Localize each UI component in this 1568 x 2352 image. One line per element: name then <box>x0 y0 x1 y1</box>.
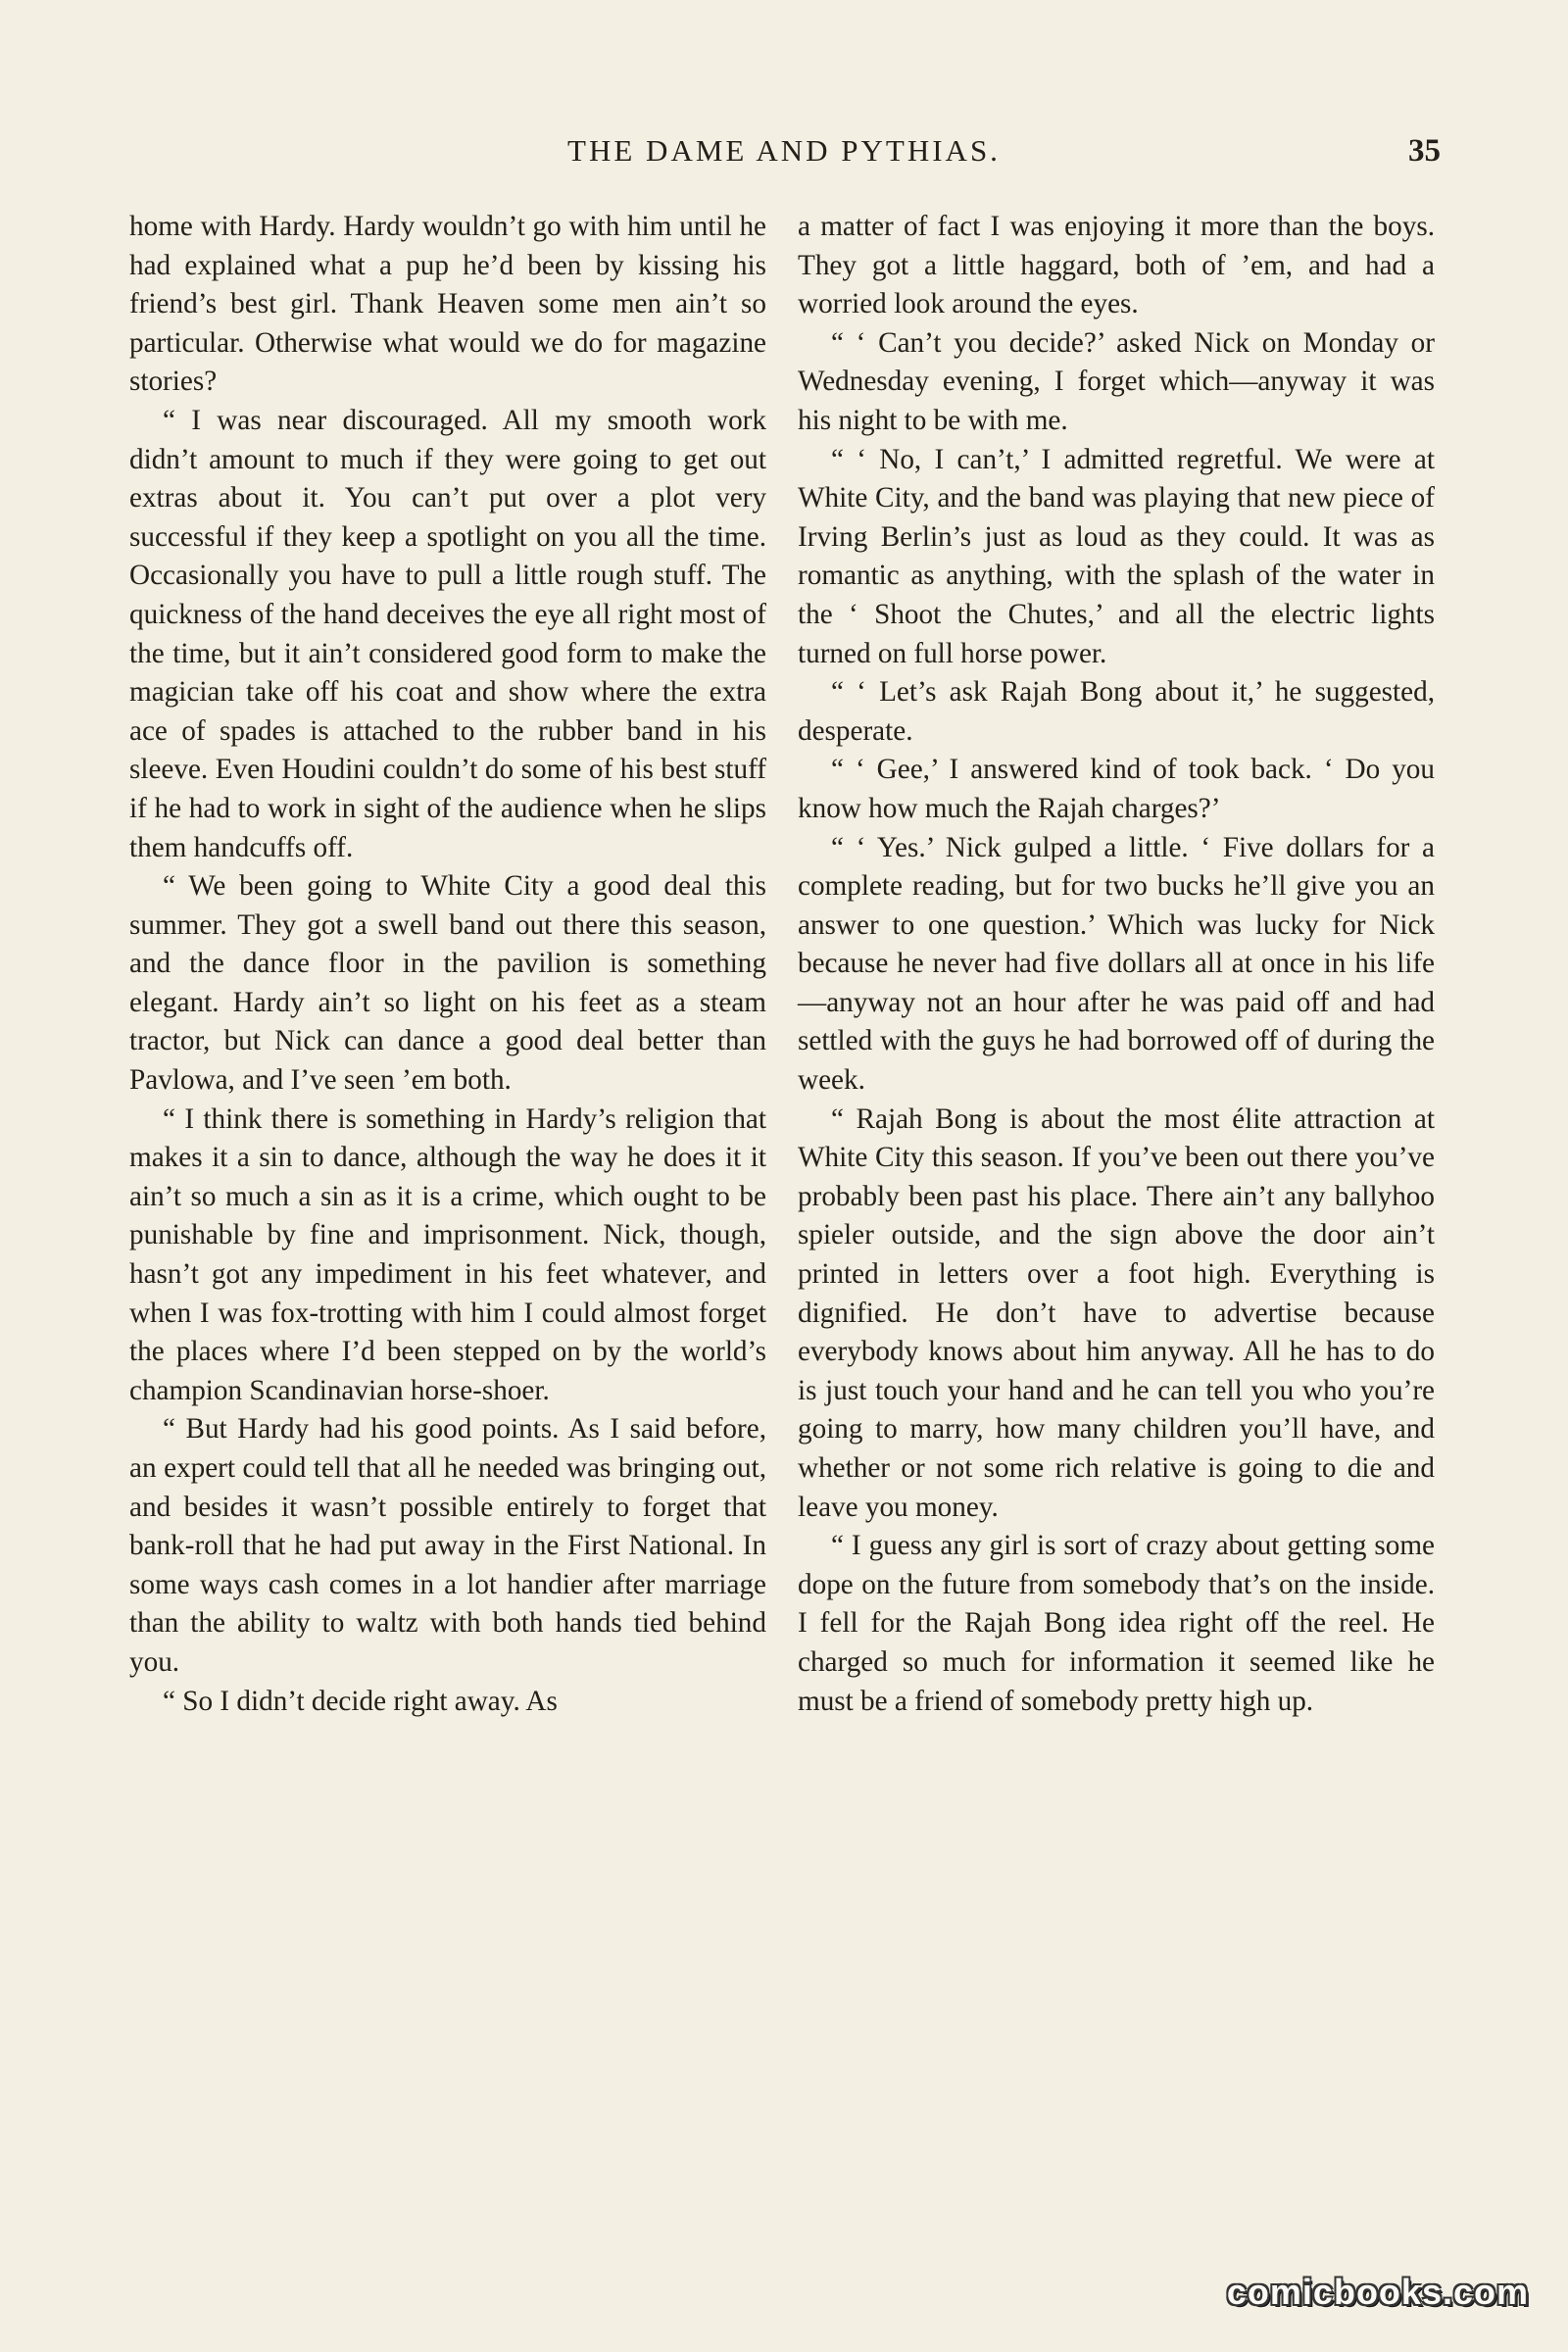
paragraph: a matter of fact I was enjoying it more than the boys. They got a little haggard, both of ’em, and had a worried look around the eyes. <box>798 211 1435 320</box>
paragraph: “ ‘ No, I can’t,’ I admitted regretful. We were at White City, and the band was playing that new piece of Irving Berlin’s just as loud as they could. It was as romantic as anything, with the splash of the water in the ‘ Shoot the Chutes,’ and all the electric lights turned on full horse power. <box>798 443 1435 669</box>
paragraph: “ ‘ Gee,’ I answered kind of took back. ‘ Do you know how much the Rajah charges?’ <box>798 754 1435 824</box>
page-number: 35 <box>1408 133 1441 169</box>
paragraph: “ Rajah Bong is about the most élite attraction at White City this season. If you’ve been out there you’ve probably been past his place. There ain’t any ballyhoo spieler outside, and the sign above the door ain’t printed in letters over a foot high. Everything is dignified. He don’t have to advertise because everybody knows about him anyway. All he has to do is just touch your hand and he can tell you who you’re going to marry, how many children you’ll have, and whether or not some rich relative is going to die and leave you money. <box>798 1102 1435 1523</box>
paragraph: “ ‘ Let’s ask Rajah Bong about it,’ he suggested, desperate. <box>798 676 1435 747</box>
paragraph: “ I think there is something in Hardy’s religion that makes it a sin to dance, although the way he does it it ain’t so much a sin as it is a crime, which ought to be punishable by fine and imprisonment. Nick, though, hasn’t got any impediment in his feet whatever, and when I was fox-trotting with him I could almost forget the places where I’d been stepped on by the world’s champion Scandinavian horse-shoer. <box>129 1102 766 1406</box>
paragraph: “ ‘ Can’t you decide?’ asked Nick on Monday or Wednesday evening, I forget which—anyway it was his night to be with me. <box>798 326 1435 436</box>
running-title: THE DAME AND PYTHIAS. <box>567 133 1001 168</box>
paragraph: “ I was near discouraged. All my smooth work didn’t amount to much if they were going to get out extras about it. You can’t put over a plot very successful if they keep a spotlight on you all the time. Occasionally you have to pull a little rough stuff. The quickness of the hand deceives the eye all right most of the time, but it ain’t considered good form to make the magician take off his coat and show where the extra ace of spades is attached to the rubber band in his sleeve. Even Houdini couldn’t do some of his best stuff if he had to work in sight of the audience when he slips them handcuffs off. <box>129 404 766 863</box>
site-watermark: comicbooks.com <box>1226 2272 1529 2312</box>
paragraph: “ We been going to White City a good deal this summer. They got a swell band out there this season, and the dance floor in the pavilion is something elegant. Hardy ain’t so light on his feet as a steam tractor, but Nick can dance a good deal better than Pavlowa, and I’ve seen ’em both. <box>129 870 766 1097</box>
paragraph: “ So I didn’t decide right away. As <box>163 1685 558 1717</box>
paragraph: “ But Hardy had his good points. As I said before, an expert could tell that all he needed was bringing out, and besides it wasn’t possible entirely to forget that bank-roll that he had put away in the First National. In some ways cash comes in a lot handier after marriage than the ability to waltz with both hands tied behind you. <box>129 1413 766 1678</box>
paragraph: “ I guess any girl is sort of crazy about getting some dope on the future from somebody that’s on the inside. I fell for the Rajah Bong idea right off the reel. He charged so much for information it seemed like he must be a friend of somebody pretty high up. <box>798 1530 1435 1717</box>
paragraph: home with Hardy. Hardy wouldn’t go with him until he had explained what a pup he’d been by kissing his friend’s best girl. Thank Heaven some men ain’t so particular. Otherwise what would we do for magazine stories? <box>129 211 766 398</box>
right-column <box>798 208 1435 1721</box>
page-header <box>127 133 1441 182</box>
left-column <box>129 208 766 1721</box>
paragraph: “ ‘ Yes.’ Nick gulped a little. ‘ Five dollars for a complete reading, but for two bucks he’ll give you an answer to one question.’ Which was lucky for Nick because he never had five dollars all at once in his life—anyway not an hour after he was paid off and had settled with the guys he had borrowed off of during the week. <box>798 831 1435 1097</box>
